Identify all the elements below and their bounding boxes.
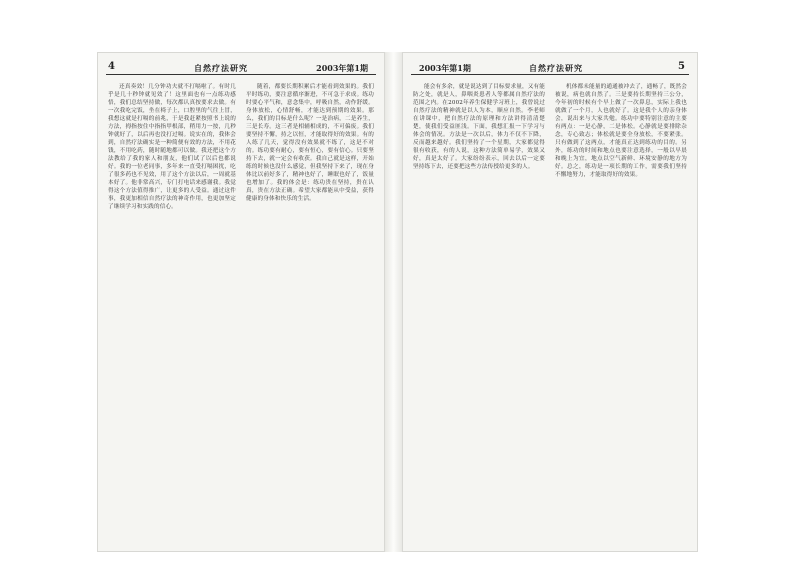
left-journal-title: 自然疗法研究 — [194, 63, 248, 73]
left-header-rule — [106, 74, 376, 75]
left-col1-text: 还真奏效！几分钟功夫就不打嗝啦了。有时几乎是几十秒钟就见效了！这里面也有一点练功感悟，我们总结坚持做，每次都认真按要求去做。有一次我吃完饭，坐在椅子上，口腔里的气往上冒，我想这就是打嗝的前兆，于是我赶紧按照书上说的方法，拇指按住中指指甲根部，稍用力一按，几秒钟就好了，以后再也没打过嗝。说实在的，我体会到，自然疗法确实是一种简便有效的方法，不用花钱，不用吃药，随时随地都可以做。我还把这个方法教给了我的家人和朋友，他们试了以后也都说好。我的一位老同事，多年来一直受打嗝困扰，吃了很多药也不见效，用了这个方法以后，一周就基本好了。他非常高兴，专门打电话来感谢我。我觉得这个方法值得推广，让更多的人受益。通过这件事，我更加相信自然疗法的神奇作用，也更加坚定了继续学习和实践的信心。 — [108, 84, 236, 210]
right-page-header — [411, 61, 689, 75]
left-columns — [108, 83, 374, 543]
right-columns — [413, 83, 687, 543]
left-page-number: 4 — [108, 61, 115, 72]
right-journal-title: 自然疗法研究 — [529, 63, 583, 73]
right-col1-text: 能会有多余，就是说达到了目标要求量，又有能防之处，就是人，鼻咽炎患者人等都属自然疗法的范围之内。在2002年养生保健学习班上，我曾说过自然疗法的精神就是以人为本，顺应自然。李老师在讲课中，把自然疗法的原理和方法讲得清清楚楚，使我们受益匪浅。下面，我想汇报一下学习与体会的情况。方法是一次以后，体力不仅不下降，反而越来越好。我们坚持了一个星期，大家都觉得很有收获，有的人说，这种方法简单易学，效果又好，真是太好了。大家纷纷表示，回去以后一定要坚持练下去，还要把这些方法传授给更多的人。 — [413, 84, 545, 170]
right-column-1 — [413, 83, 545, 543]
right-page — [402, 52, 698, 552]
right-issue: 2003年第1期 — [419, 63, 471, 73]
left-page-header — [106, 61, 376, 75]
left-page — [97, 52, 385, 552]
left-issue: 2003年第1期 — [316, 63, 368, 73]
book-gutter — [385, 52, 402, 552]
right-header-rule — [411, 74, 689, 75]
right-page-number: 5 — [678, 61, 685, 72]
left-column-2 — [246, 83, 374, 543]
right-column-2 — [555, 83, 687, 543]
right-col2-text: 机体都未能量的通通被冲去了，通畅了，既然会被说，病也就自然了。三是要持长期坚持三公分，今年初的时候有个早上做了一次鼻息，实际上我也就做了一个月，人也就好了。这是我个人的亲身体会，说出来与大家共勉。练功中要特别注意的主要有两点：一是心静，二是体松。心静就是要排除杂念，专心致志；体松就是要全身放松，不要紧张。只有做到了这两点，才能真正达到练功的目的。另外，练功的时间和地点也要注意选择，一般以早晨和晚上为宜，地点以空气新鲜、环境安静的地方为好。总之，练功是一项长期的工作，需要我们坚持不懈地努力，才能取得好的效果。 — [555, 84, 687, 178]
left-col2-text: 随着，都要长期积累后才能看到效果的。我们平时练功，要注意循序渐进，不可急于求成。练功时要心平气和，意念集中，呼吸自然，动作舒缓。身体放松，心情舒畅，才能达到预期的效果。那么，我们的目标是什么呢？一是治病，二是养生，三是长寿。这三者是相辅相成的，不可偏废。我们要坚持不懈，持之以恒，才能取得好的效果。有的人练了几天，觉得没有效果就不练了，这是不对的。练功要有耐心，要有恒心，要有信心。只要坚持下去，就一定会有收获。我自己就是这样，开始练的时候也没什么感觉，但我坚持下来了，现在身体比以前好多了，精神也好了，睡眠也好了，饭量也增加了。我的体会是：练功贵在坚持，贵在认真，贵在方法正确。希望大家都能从中受益，获得健康的身体和快乐的生活。 — [246, 84, 374, 202]
left-column-1 — [108, 83, 236, 543]
